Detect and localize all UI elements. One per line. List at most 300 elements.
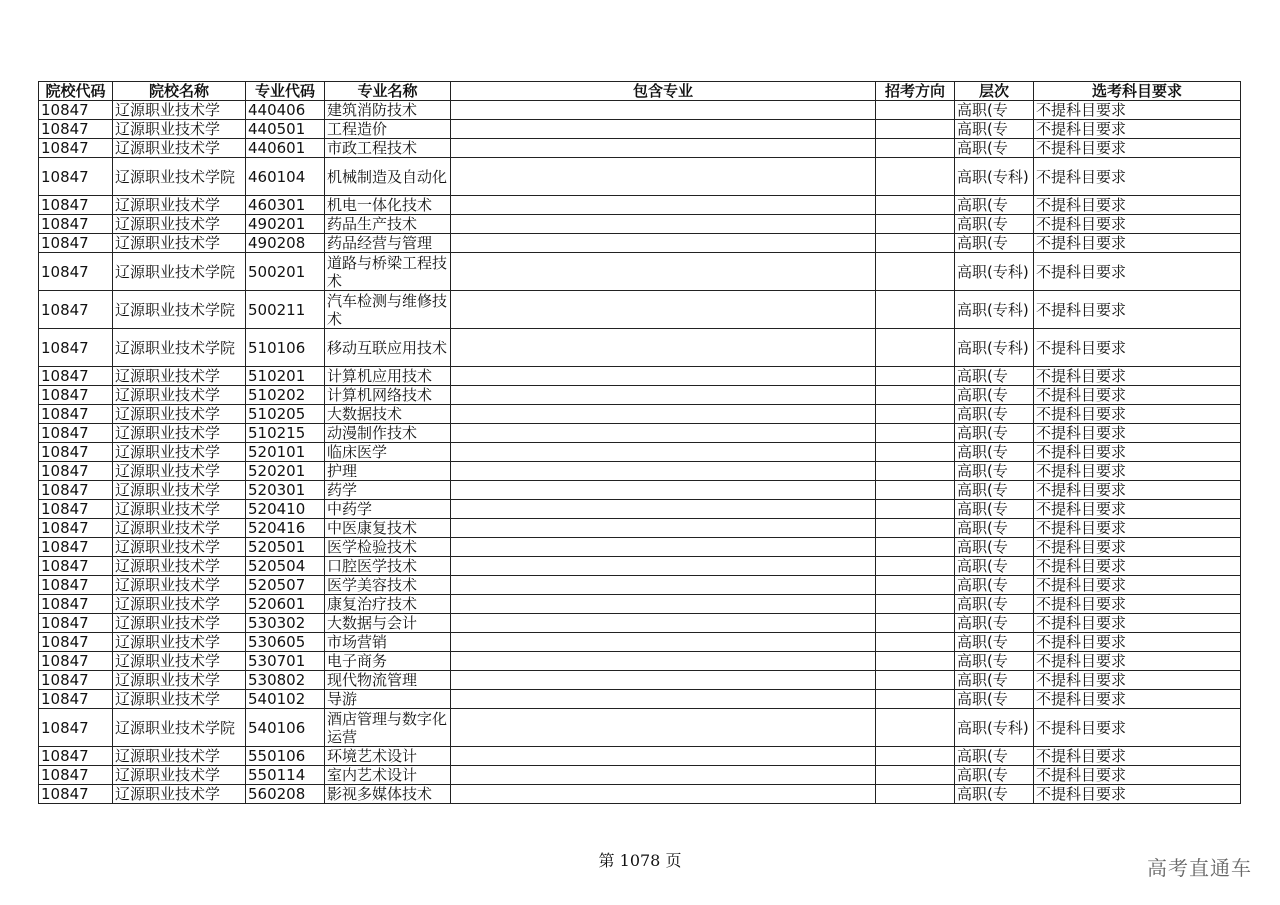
cell-subject-requirement: 不提科目要求: [1034, 595, 1241, 614]
watermark-text: 高考直通车: [1147, 856, 1252, 880]
cell-school-name: 辽源职业技术学: [113, 139, 246, 158]
cell-included-majors: [451, 253, 876, 291]
header-included-majors: 包含专业: [451, 82, 876, 101]
header-level: 层次: [955, 82, 1034, 101]
cell-school-code: 10847: [39, 538, 113, 557]
cell-subject-requirement: 不提科目要求: [1034, 215, 1241, 234]
cell-subject-requirement: 不提科目要求: [1034, 538, 1241, 557]
cell-direction: [876, 671, 955, 690]
cell-direction: [876, 215, 955, 234]
table-row: [39, 120, 1241, 139]
cell-school-name: 辽源职业技术学: [113, 386, 246, 405]
cell-direction: [876, 557, 955, 576]
cell-level: 高职(专: [955, 367, 1034, 386]
cell-school-name: 辽源职业技术学: [113, 576, 246, 595]
cell-major-code: 510205: [246, 405, 325, 424]
cell-level: 高职(专: [955, 101, 1034, 120]
cell-included-majors: [451, 215, 876, 234]
cell-major-code: 540106: [246, 709, 325, 747]
cell-subject-requirement: 不提科目要求: [1034, 652, 1241, 671]
cell-school-name: 辽源职业技术学: [113, 120, 246, 139]
cell-included-majors: [451, 291, 876, 329]
cell-school-code: 10847: [39, 158, 113, 196]
cell-school-name: 辽源职业技术学: [113, 766, 246, 785]
cell-school-name: 辽源职业技术学: [113, 424, 246, 443]
cell-major-code: 540102: [246, 690, 325, 709]
cell-major-name: 计算机网络技术: [325, 386, 451, 405]
cell-major-code: 510202: [246, 386, 325, 405]
cell-school-code: 10847: [39, 614, 113, 633]
cell-major-code: 560208: [246, 785, 325, 804]
cell-direction: [876, 196, 955, 215]
cell-subject-requirement: 不提科目要求: [1034, 614, 1241, 633]
cell-major-name: 导游: [325, 690, 451, 709]
cell-included-majors: [451, 367, 876, 386]
cell-level: 高职(专科): [955, 329, 1034, 367]
header-major-name: 专业名称: [325, 82, 451, 101]
table-row: [39, 424, 1241, 443]
cell-major-code: 510106: [246, 329, 325, 367]
table-row: [39, 158, 1241, 196]
cell-school-code: 10847: [39, 500, 113, 519]
header-school-code: 院校代码: [39, 82, 113, 101]
cell-school-code: 10847: [39, 386, 113, 405]
cell-included-majors: [451, 462, 876, 481]
cell-direction: [876, 158, 955, 196]
cell-level: 高职(专: [955, 519, 1034, 538]
cell-level: 高职(专: [955, 234, 1034, 253]
table-row: [39, 139, 1241, 158]
cell-school-code: 10847: [39, 101, 113, 120]
cell-included-majors: [451, 405, 876, 424]
cell-level: 高职(专: [955, 500, 1034, 519]
table-header-row: [39, 82, 1241, 101]
cell-direction: [876, 386, 955, 405]
cell-school-code: 10847: [39, 671, 113, 690]
cell-school-name: 辽源职业技术学院: [113, 158, 246, 196]
cell-included-majors: [451, 196, 876, 215]
table-row: [39, 785, 1241, 804]
cell-school-name: 辽源职业技术学: [113, 614, 246, 633]
cell-major-code: 530302: [246, 614, 325, 633]
cell-included-majors: [451, 785, 876, 804]
cell-subject-requirement: 不提科目要求: [1034, 158, 1241, 196]
cell-school-code: 10847: [39, 196, 113, 215]
cell-school-code: 10847: [39, 785, 113, 804]
cell-included-majors: [451, 386, 876, 405]
cell-major-name: 酒店管理与数字化运营: [325, 709, 451, 747]
cell-major-name: 计算机应用技术: [325, 367, 451, 386]
cell-school-code: 10847: [39, 291, 113, 329]
cell-direction: [876, 519, 955, 538]
cell-subject-requirement: 不提科目要求: [1034, 500, 1241, 519]
cell-subject-requirement: 不提科目要求: [1034, 481, 1241, 500]
cell-major-code: 520301: [246, 481, 325, 500]
cell-level: 高职(专: [955, 614, 1034, 633]
cell-included-majors: [451, 576, 876, 595]
cell-subject-requirement: 不提科目要求: [1034, 709, 1241, 747]
cell-level: 高职(专: [955, 386, 1034, 405]
header-school-name: 院校名称: [113, 82, 246, 101]
cell-major-code: 550106: [246, 747, 325, 766]
header-major-code: 专业代码: [246, 82, 325, 101]
table-row: [39, 291, 1241, 329]
cell-major-name: 环境艺术设计: [325, 747, 451, 766]
cell-included-majors: [451, 614, 876, 633]
cell-major-code: 510201: [246, 367, 325, 386]
cell-direction: [876, 766, 955, 785]
cell-level: 高职(专: [955, 443, 1034, 462]
cell-school-name: 辽源职业技术学: [113, 405, 246, 424]
cell-major-name: 大数据与会计: [325, 614, 451, 633]
cell-school-name: 辽源职业技术学: [113, 519, 246, 538]
cell-school-code: 10847: [39, 215, 113, 234]
cell-school-name: 辽源职业技术学: [113, 443, 246, 462]
cell-included-majors: [451, 120, 876, 139]
cell-subject-requirement: 不提科目要求: [1034, 443, 1241, 462]
cell-major-name: 康复治疗技术: [325, 595, 451, 614]
cell-major-name: 护理: [325, 462, 451, 481]
cell-subject-requirement: 不提科目要求: [1034, 234, 1241, 253]
cell-school-name: 辽源职业技术学: [113, 538, 246, 557]
cell-direction: [876, 652, 955, 671]
cell-major-name: 现代物流管理: [325, 671, 451, 690]
cell-school-code: 10847: [39, 747, 113, 766]
cell-major-name: 口腔医学技术: [325, 557, 451, 576]
table-row: [39, 215, 1241, 234]
table-row: [39, 234, 1241, 253]
table-row: [39, 481, 1241, 500]
cell-major-code: 440406: [246, 101, 325, 120]
cell-major-name: 动漫制作技术: [325, 424, 451, 443]
cell-level: 高职(专: [955, 215, 1034, 234]
cell-major-name: 药品经营与管理: [325, 234, 451, 253]
cell-direction: [876, 614, 955, 633]
cell-direction: [876, 405, 955, 424]
table-row: [39, 101, 1241, 120]
cell-major-name: 医学美容技术: [325, 576, 451, 595]
table-row: [39, 690, 1241, 709]
cell-major-code: 460104: [246, 158, 325, 196]
cell-subject-requirement: 不提科目要求: [1034, 766, 1241, 785]
cell-subject-requirement: 不提科目要求: [1034, 747, 1241, 766]
cell-subject-requirement: 不提科目要求: [1034, 462, 1241, 481]
cell-school-code: 10847: [39, 405, 113, 424]
cell-subject-requirement: 不提科目要求: [1034, 519, 1241, 538]
cell-level: 高职(专科): [955, 709, 1034, 747]
cell-school-code: 10847: [39, 367, 113, 386]
cell-school-name: 辽源职业技术学: [113, 671, 246, 690]
cell-school-code: 10847: [39, 690, 113, 709]
cell-major-code: 530701: [246, 652, 325, 671]
cell-major-code: 460301: [246, 196, 325, 215]
cell-subject-requirement: 不提科目要求: [1034, 424, 1241, 443]
cell-included-majors: [451, 101, 876, 120]
cell-school-name: 辽源职业技术学: [113, 234, 246, 253]
cell-subject-requirement: 不提科目要求: [1034, 386, 1241, 405]
cell-subject-requirement: 不提科目要求: [1034, 557, 1241, 576]
cell-major-code: 440601: [246, 139, 325, 158]
cell-school-name: 辽源职业技术学: [113, 785, 246, 804]
cell-direction: [876, 139, 955, 158]
cell-level: 高职(专: [955, 633, 1034, 652]
cell-direction: [876, 538, 955, 557]
cell-direction: [876, 120, 955, 139]
cell-included-majors: [451, 443, 876, 462]
cell-subject-requirement: 不提科目要求: [1034, 196, 1241, 215]
cell-level: 高职(专: [955, 747, 1034, 766]
table-row: [39, 253, 1241, 291]
cell-school-name: 辽源职业技术学: [113, 462, 246, 481]
cell-subject-requirement: 不提科目要求: [1034, 405, 1241, 424]
cell-level: 高职(专: [955, 462, 1034, 481]
cell-direction: [876, 367, 955, 386]
cell-included-majors: [451, 139, 876, 158]
cell-school-code: 10847: [39, 443, 113, 462]
cell-level: 高职(专: [955, 405, 1034, 424]
cell-major-name: 工程造价: [325, 120, 451, 139]
cell-included-majors: [451, 538, 876, 557]
cell-major-code: 520601: [246, 595, 325, 614]
table-row: [39, 329, 1241, 367]
cell-direction: [876, 291, 955, 329]
cell-direction: [876, 785, 955, 804]
cell-level: 高职(专: [955, 576, 1034, 595]
cell-school-code: 10847: [39, 633, 113, 652]
header-subject-requirement: 选考科目要求: [1034, 82, 1241, 101]
cell-major-name: 建筑消防技术: [325, 101, 451, 120]
cell-school-code: 10847: [39, 253, 113, 291]
cell-major-code: 520101: [246, 443, 325, 462]
table-row: [39, 367, 1241, 386]
cell-included-majors: [451, 158, 876, 196]
cell-school-code: 10847: [39, 519, 113, 538]
cell-school-name: 辽源职业技术学: [113, 196, 246, 215]
cell-school-name: 辽源职业技术学: [113, 633, 246, 652]
cell-direction: [876, 101, 955, 120]
cell-major-name: 室内艺术设计: [325, 766, 451, 785]
cell-included-majors: [451, 747, 876, 766]
table-row: [39, 766, 1241, 785]
cell-school-code: 10847: [39, 652, 113, 671]
cell-school-name: 辽源职业技术学: [113, 557, 246, 576]
cell-school-name: 辽源职业技术学: [113, 500, 246, 519]
cell-direction: [876, 443, 955, 462]
cell-included-majors: [451, 234, 876, 253]
cell-subject-requirement: 不提科目要求: [1034, 785, 1241, 804]
cell-major-name: 电子商务: [325, 652, 451, 671]
cell-major-code: 490201: [246, 215, 325, 234]
cell-school-code: 10847: [39, 766, 113, 785]
cell-school-name: 辽源职业技术学院: [113, 253, 246, 291]
cell-level: 高职(专: [955, 766, 1034, 785]
cell-major-code: 440501: [246, 120, 325, 139]
cell-major-name: 市政工程技术: [325, 139, 451, 158]
cell-major-code: 520507: [246, 576, 325, 595]
cell-major-name: 汽车检测与维修技术: [325, 291, 451, 329]
cell-major-name: 药品生产技术: [325, 215, 451, 234]
cell-major-code: 520201: [246, 462, 325, 481]
admissions-table: [38, 81, 1241, 804]
cell-school-name: 辽源职业技术学: [113, 215, 246, 234]
cell-school-code: 10847: [39, 462, 113, 481]
cell-level: 高职(专: [955, 424, 1034, 443]
cell-major-name: 中医康复技术: [325, 519, 451, 538]
cell-major-code: 520410: [246, 500, 325, 519]
cell-subject-requirement: 不提科目要求: [1034, 367, 1241, 386]
cell-major-name: 道路与桥梁工程技术: [325, 253, 451, 291]
cell-included-majors: [451, 329, 876, 367]
cell-school-code: 10847: [39, 329, 113, 367]
cell-major-name: 医学检验技术: [325, 538, 451, 557]
table-row: [39, 405, 1241, 424]
cell-level: 高职(专: [955, 557, 1034, 576]
table-row: [39, 538, 1241, 557]
table-row: [39, 614, 1241, 633]
cell-major-name: 移动互联应用技术: [325, 329, 451, 367]
table-row: [39, 443, 1241, 462]
table-row: [39, 576, 1241, 595]
cell-subject-requirement: 不提科目要求: [1034, 139, 1241, 158]
table-row: [39, 196, 1241, 215]
cell-school-code: 10847: [39, 576, 113, 595]
cell-major-code: 500211: [246, 291, 325, 329]
cell-included-majors: [451, 595, 876, 614]
cell-direction: [876, 253, 955, 291]
cell-direction: [876, 595, 955, 614]
table-body: [39, 101, 1241, 804]
cell-major-code: 520501: [246, 538, 325, 557]
cell-school-name: 辽源职业技术学: [113, 595, 246, 614]
cell-major-code: 520416: [246, 519, 325, 538]
cell-included-majors: [451, 652, 876, 671]
cell-major-name: 影视多媒体技术: [325, 785, 451, 804]
cell-major-name: 机械制造及自动化: [325, 158, 451, 196]
cell-subject-requirement: 不提科目要求: [1034, 329, 1241, 367]
cell-direction: [876, 424, 955, 443]
cell-level: 高职(专: [955, 196, 1034, 215]
cell-school-code: 10847: [39, 424, 113, 443]
cell-school-code: 10847: [39, 120, 113, 139]
cell-major-code: 530605: [246, 633, 325, 652]
cell-direction: [876, 234, 955, 253]
cell-direction: [876, 462, 955, 481]
cell-direction: [876, 576, 955, 595]
cell-level: 高职(专: [955, 481, 1034, 500]
cell-included-majors: [451, 424, 876, 443]
cell-level: 高职(专: [955, 120, 1034, 139]
page-number: 第 1078 页: [598, 851, 682, 870]
cell-level: 高职(专: [955, 671, 1034, 690]
cell-subject-requirement: 不提科目要求: [1034, 690, 1241, 709]
cell-major-name: 市场营销: [325, 633, 451, 652]
header-direction: 招考方向: [876, 82, 955, 101]
cell-subject-requirement: 不提科目要求: [1034, 291, 1241, 329]
cell-school-name: 辽源职业技术学: [113, 690, 246, 709]
cell-major-name: 中药学: [325, 500, 451, 519]
cell-level: 高职(专科): [955, 158, 1034, 196]
cell-included-majors: [451, 500, 876, 519]
cell-school-code: 10847: [39, 595, 113, 614]
table-row: [39, 671, 1241, 690]
cell-level: 高职(专: [955, 690, 1034, 709]
table-row: [39, 500, 1241, 519]
cell-direction: [876, 500, 955, 519]
cell-school-name: 辽源职业技术学: [113, 101, 246, 120]
cell-major-name: 机电一体化技术: [325, 196, 451, 215]
cell-level: 高职(专科): [955, 291, 1034, 329]
cell-included-majors: [451, 690, 876, 709]
cell-direction: [876, 481, 955, 500]
cell-school-code: 10847: [39, 709, 113, 747]
cell-subject-requirement: 不提科目要求: [1034, 253, 1241, 291]
table-row: [39, 519, 1241, 538]
cell-major-code: 530802: [246, 671, 325, 690]
cell-subject-requirement: 不提科目要求: [1034, 576, 1241, 595]
cell-included-majors: [451, 709, 876, 747]
table-row: [39, 747, 1241, 766]
cell-direction: [876, 747, 955, 766]
cell-major-name: 大数据技术: [325, 405, 451, 424]
cell-school-code: 10847: [39, 557, 113, 576]
cell-school-name: 辽源职业技术学院: [113, 329, 246, 367]
cell-included-majors: [451, 766, 876, 785]
cell-included-majors: [451, 671, 876, 690]
cell-direction: [876, 690, 955, 709]
cell-level: 高职(专: [955, 595, 1034, 614]
cell-subject-requirement: 不提科目要求: [1034, 120, 1241, 139]
cell-included-majors: [451, 519, 876, 538]
cell-school-code: 10847: [39, 481, 113, 500]
cell-major-name: 临床医学: [325, 443, 451, 462]
table-row: [39, 462, 1241, 481]
table-row: [39, 595, 1241, 614]
cell-direction: [876, 633, 955, 652]
table-row: [39, 709, 1241, 747]
cell-level: 高职(专: [955, 139, 1034, 158]
cell-school-name: 辽源职业技术学: [113, 481, 246, 500]
cell-major-code: 510215: [246, 424, 325, 443]
cell-major-code: 520504: [246, 557, 325, 576]
cell-level: 高职(专: [955, 652, 1034, 671]
cell-school-name: 辽源职业技术学院: [113, 709, 246, 747]
cell-major-name: 药学: [325, 481, 451, 500]
cell-direction: [876, 709, 955, 747]
cell-included-majors: [451, 633, 876, 652]
cell-direction: [876, 329, 955, 367]
cell-school-name: 辽源职业技术学: [113, 652, 246, 671]
table-row: [39, 386, 1241, 405]
cell-school-name: 辽源职业技术学: [113, 367, 246, 386]
cell-subject-requirement: 不提科目要求: [1034, 671, 1241, 690]
cell-major-code: 550114: [246, 766, 325, 785]
cell-level: 高职(专: [955, 538, 1034, 557]
cell-level: 高职(专: [955, 785, 1034, 804]
cell-included-majors: [451, 557, 876, 576]
cell-school-code: 10847: [39, 139, 113, 158]
cell-school-code: 10847: [39, 234, 113, 253]
cell-major-code: 500201: [246, 253, 325, 291]
cell-school-name: 辽源职业技术学: [113, 747, 246, 766]
table-row: [39, 633, 1241, 652]
cell-subject-requirement: 不提科目要求: [1034, 633, 1241, 652]
cell-school-name: 辽源职业技术学院: [113, 291, 246, 329]
table-row: [39, 652, 1241, 671]
table-row: [39, 557, 1241, 576]
cell-major-code: 490208: [246, 234, 325, 253]
cell-subject-requirement: 不提科目要求: [1034, 101, 1241, 120]
cell-included-majors: [451, 481, 876, 500]
